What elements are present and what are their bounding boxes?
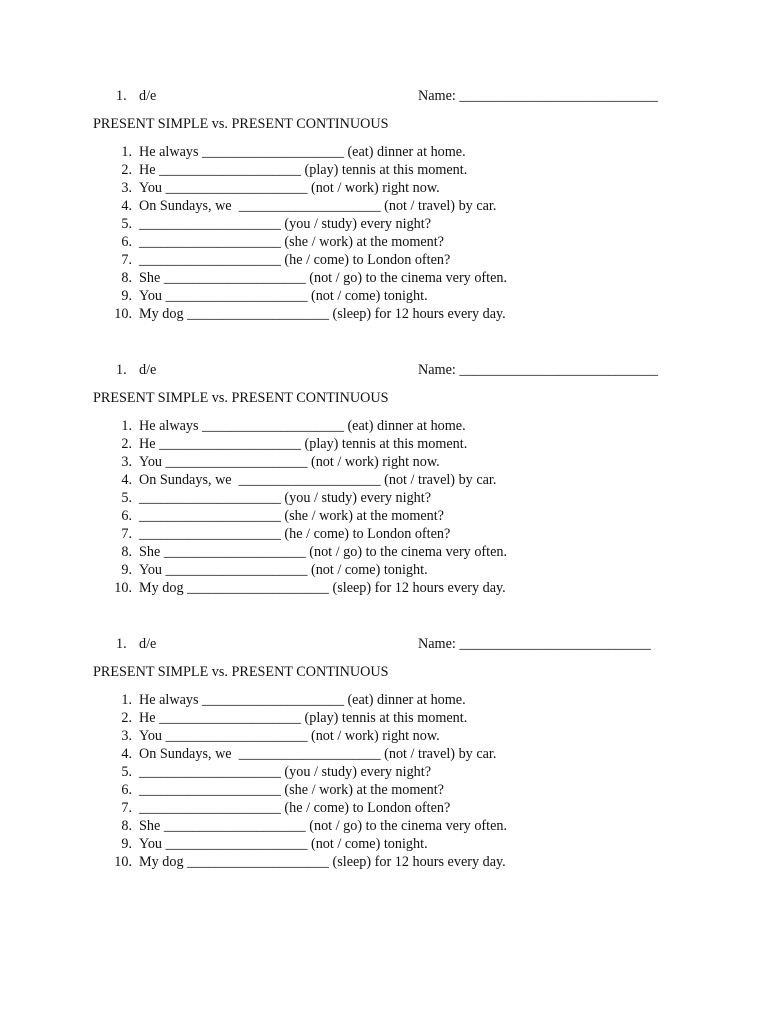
item-number: 1.	[121, 692, 132, 708]
exercise-item: ____________________ (he / come) to London often?	[139, 526, 451, 542]
item-number: 8.	[121, 818, 132, 834]
exercise-item: ____________________ (you / study) every night?	[139, 764, 431, 780]
exercise-item: He ____________________ (play) tennis at this moment.	[139, 162, 468, 178]
exercise-item: ____________________ (he / come) to London often?	[139, 800, 451, 816]
worksheet-title: PRESENT SIMPLE vs. PRESENT CONTINUOUS	[93, 116, 389, 132]
exercise-item: You ____________________ (not / work) right now.	[139, 728, 440, 744]
item-number: 4.	[121, 746, 132, 762]
item-number: 4.	[121, 198, 132, 214]
header-code: d/e	[139, 362, 157, 378]
exercise-item: You ____________________ (not / work) right now.	[139, 454, 440, 470]
exercise-item: She ____________________ (not / go) to the cinema very often.	[139, 544, 508, 560]
exercise-item: On Sundays, we ____________________ (not / travel) by car.	[139, 746, 497, 762]
item-number: 9.	[121, 836, 132, 852]
item-number: 7.	[121, 252, 132, 268]
exercise-item: ____________________ (you / study) every night?	[139, 216, 431, 232]
item-number: 6.	[121, 234, 132, 250]
worksheet-title: PRESENT SIMPLE vs. PRESENT CONTINUOUS	[93, 390, 389, 406]
item-number: 2.	[121, 710, 132, 726]
header-number: 1.	[116, 88, 127, 104]
item-number: 1.	[121, 144, 132, 160]
exercise-item: He always ____________________ (eat) dinner at home.	[139, 144, 466, 160]
exercise-item: On Sundays, we ____________________ (not / travel) by car.	[139, 198, 497, 214]
item-number: 10.	[114, 306, 132, 322]
item-number: 8.	[121, 270, 132, 286]
item-number: 9.	[121, 288, 132, 304]
item-number: 7.	[121, 800, 132, 816]
exercise-item: ____________________ (she / work) at the moment?	[139, 234, 444, 250]
exercise-item: You ____________________ (not / come) tonight.	[139, 562, 428, 578]
exercise-item: On Sundays, we ____________________ (not / travel) by car.	[139, 472, 497, 488]
item-number: 2.	[121, 162, 132, 178]
name-field[interactable]: Name: ____________________________	[418, 362, 658, 378]
exercise-item: He always ____________________ (eat) dinner at home.	[139, 418, 466, 434]
header-number: 1.	[116, 636, 127, 652]
item-number: 9.	[121, 562, 132, 578]
item-number: 3.	[121, 728, 132, 744]
exercise-item: My dog ____________________ (sleep) for 12 hours every day.	[139, 306, 506, 322]
item-number: 4.	[121, 472, 132, 488]
exercise-item: My dog ____________________ (sleep) for 12 hours every day.	[139, 854, 506, 870]
header-number: 1.	[116, 362, 127, 378]
exercise-item: He ____________________ (play) tennis at this moment.	[139, 710, 468, 726]
exercise-item: She ____________________ (not / go) to the cinema very often.	[139, 818, 508, 834]
item-number: 1.	[121, 418, 132, 434]
exercise-item: My dog ____________________ (sleep) for 12 hours every day.	[139, 580, 506, 596]
item-number: 5.	[121, 490, 132, 506]
exercise-item: ____________________ (she / work) at the moment?	[139, 782, 444, 798]
exercise-item: You ____________________ (not / come) tonight.	[139, 836, 428, 852]
item-number: 6.	[121, 508, 132, 524]
item-number: 7.	[121, 526, 132, 542]
item-number: 5.	[121, 216, 132, 232]
worksheet-title: PRESENT SIMPLE vs. PRESENT CONTINUOUS	[93, 664, 389, 680]
exercise-item: He ____________________ (play) tennis at this moment.	[139, 436, 468, 452]
header-code: d/e	[139, 636, 157, 652]
exercise-item: ____________________ (you / study) every night?	[139, 490, 431, 506]
item-number: 10.	[114, 854, 132, 870]
item-number: 5.	[121, 764, 132, 780]
name-field[interactable]: Name: ___________________________	[418, 636, 651, 652]
exercise-item: She ____________________ (not / go) to the cinema very often.	[139, 270, 508, 286]
item-number: 8.	[121, 544, 132, 560]
item-number: 10.	[114, 580, 132, 596]
exercise-item: You ____________________ (not / come) tonight.	[139, 288, 428, 304]
name-field[interactable]: Name: ____________________________	[418, 88, 658, 104]
item-number: 2.	[121, 436, 132, 452]
exercise-item: You ____________________ (not / work) right now.	[139, 180, 440, 196]
header-code: d/e	[139, 88, 157, 104]
exercise-item: ____________________ (he / come) to London often?	[139, 252, 451, 268]
item-number: 3.	[121, 180, 132, 196]
item-number: 6.	[121, 782, 132, 798]
exercise-item: He always ____________________ (eat) dinner at home.	[139, 692, 466, 708]
exercise-item: ____________________ (she / work) at the moment?	[139, 508, 444, 524]
item-number: 3.	[121, 454, 132, 470]
